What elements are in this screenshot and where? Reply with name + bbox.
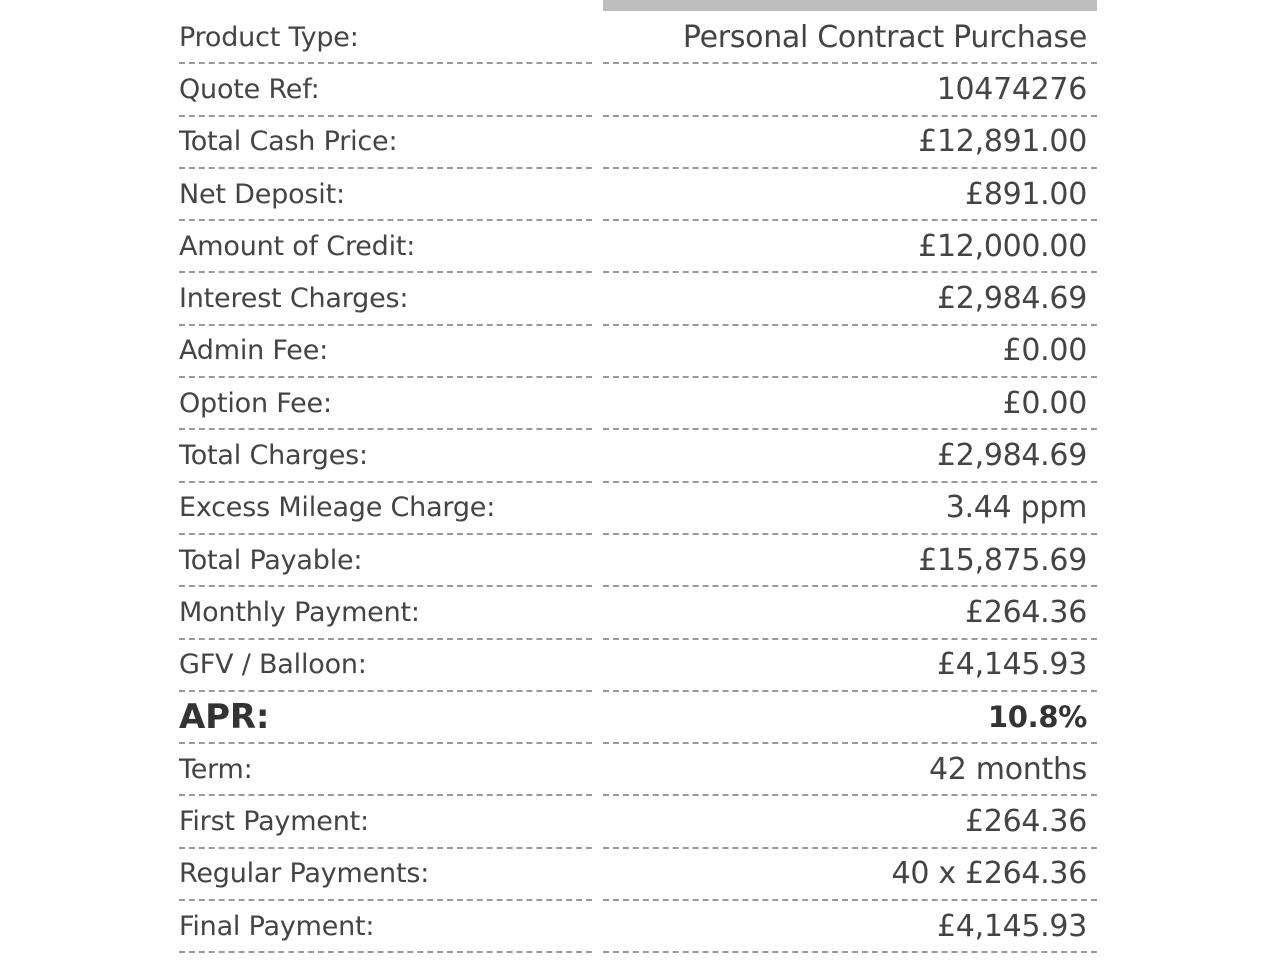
final-payment-label: Final Payment:	[179, 901, 592, 953]
total-payable-value: £15,875.69	[603, 535, 1097, 587]
quote-rows	[179, 12, 1097, 953]
product-type-value: Personal Contract Purchase	[603, 12, 1097, 64]
net-deposit-label: Net Deposit:	[179, 169, 592, 221]
term-label: Term:	[179, 744, 592, 796]
option-fee-label: Option Fee:	[179, 378, 592, 430]
row-regular-payments	[179, 849, 1097, 901]
row-amount-of-credit	[179, 221, 1097, 273]
net-deposit-value: £891.00	[603, 169, 1097, 221]
quote-ref-value: 10474276	[603, 64, 1097, 116]
row-quote-ref	[179, 64, 1097, 116]
product-type-label: Product Type:	[179, 12, 592, 64]
row-total-payable	[179, 535, 1097, 587]
admin-fee-value: £0.00	[603, 326, 1097, 378]
gfv-balloon-value: £4,145.93	[603, 640, 1097, 692]
final-payment-value: £4,145.93	[603, 901, 1097, 953]
term-value: 42 months	[603, 744, 1097, 796]
amount-of-credit-value: £12,000.00	[603, 221, 1097, 273]
row-product-type	[179, 12, 1097, 64]
first-payment-label: First Payment:	[179, 796, 592, 848]
gfv-balloon-label: GFV / Balloon:	[179, 640, 592, 692]
interest-charges-value: £2,984.69	[603, 273, 1097, 325]
row-excess-mileage-charge	[179, 483, 1097, 535]
total-cash-price-value: £12,891.00	[603, 117, 1097, 169]
admin-fee-label: Admin Fee:	[179, 326, 592, 378]
row-final-payment	[179, 901, 1097, 953]
row-term	[179, 744, 1097, 796]
value-column-header-bar	[603, 0, 1097, 11]
row-gfv-balloon	[179, 640, 1097, 692]
row-total-cash-price	[179, 117, 1097, 169]
quote-ref-label: Quote Ref:	[179, 64, 592, 116]
excess-mileage-charge-value: 3.44 ppm	[603, 483, 1097, 535]
interest-charges-label: Interest Charges:	[179, 273, 592, 325]
monthly-payment-value: £264.36	[603, 587, 1097, 639]
row-total-charges	[179, 430, 1097, 482]
row-admin-fee	[179, 326, 1097, 378]
monthly-payment-label: Monthly Payment:	[179, 587, 592, 639]
apr-value: 10.8%	[603, 692, 1097, 744]
total-charges-value: £2,984.69	[603, 430, 1097, 482]
row-apr	[179, 692, 1097, 744]
apr-label: APR:	[179, 692, 592, 744]
option-fee-value: £0.00	[603, 378, 1097, 430]
row-option-fee	[179, 378, 1097, 430]
row-monthly-payment	[179, 587, 1097, 639]
amount-of-credit-label: Amount of Credit:	[179, 221, 592, 273]
first-payment-value: £264.36	[603, 796, 1097, 848]
total-cash-price-label: Total Cash Price:	[179, 117, 592, 169]
regular-payments-value: 40 x £264.36	[603, 849, 1097, 901]
row-first-payment	[179, 796, 1097, 848]
regular-payments-label: Regular Payments:	[179, 849, 592, 901]
total-charges-label: Total Charges:	[179, 430, 592, 482]
row-net-deposit	[179, 169, 1097, 221]
excess-mileage-charge-label: Excess Mileage Charge:	[179, 483, 592, 535]
total-payable-label: Total Payable:	[179, 535, 592, 587]
row-interest-charges	[179, 273, 1097, 325]
